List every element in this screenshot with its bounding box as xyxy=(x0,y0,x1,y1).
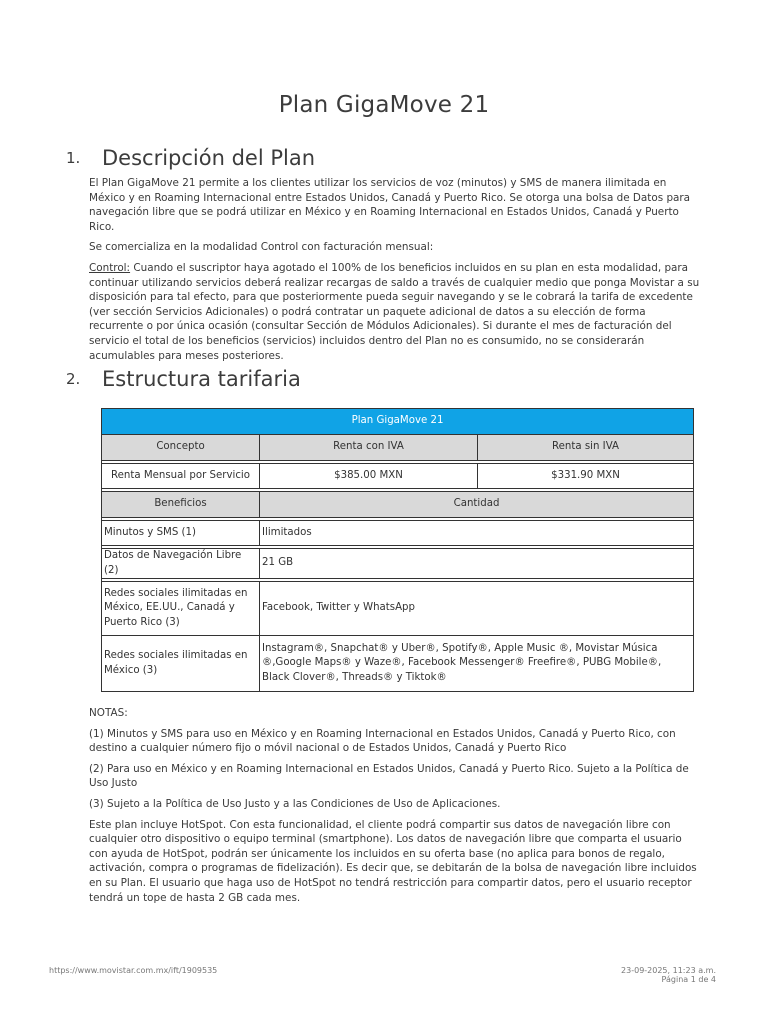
document-title: Plan GigaMove 21 xyxy=(278,92,490,118)
control-label: Control: xyxy=(89,261,131,274)
control-paragraph xyxy=(89,261,703,363)
table-row xyxy=(102,582,694,636)
price-concept: Renta Mensual por Servicio xyxy=(102,464,260,489)
benefit-name: Datos de Navegación Libre (2) xyxy=(102,549,260,579)
description-body xyxy=(89,176,703,369)
footer-datetime: 23-09-2025, 11:23 a.m. xyxy=(621,966,716,975)
benefit-name: Redes sociales ilimitadas en México, EE.UU., Canadá y Puerto Rico (3) xyxy=(102,582,260,636)
table-row xyxy=(102,549,694,579)
note-1: (1) Minutos y SMS para uso en México y en Roaming Internacional en Estados Unidos, Canadá y Puerto Rico, con destino a cualquier número fijo o móvil nacional o de Estados Unidos, Canadá y Puerto Rico xyxy=(89,727,676,755)
description-paragraph: El Plan GigaMove 21 permite a los clientes utilizar los servicios de voz (minutos) y SMS de manera ilimitada en México y en Roaming Internacional entre Estados Unidos, Canadá y Puerto Rico. Se otorga una bolsa de Datos para navegación libre que se podrá utilizar en México y en Roaming Internacional en Estados Unidos, Canadá y Puerto Rico. xyxy=(89,177,691,233)
price-row xyxy=(102,464,694,489)
section-title: Descripción del Plan xyxy=(102,146,316,170)
section-title: Estructura tarifaria xyxy=(102,367,301,391)
table-row xyxy=(102,636,694,692)
notes-heading: NOTAS: xyxy=(89,707,128,719)
benefit-name: Redes sociales ilimitadas en México (3) xyxy=(102,636,260,692)
table-row xyxy=(102,521,694,546)
benefit-value: Ilimitados xyxy=(260,521,694,546)
column-header: Renta con IVA xyxy=(260,435,478,461)
benefit-value: Instagram®, Snapchat® y Uber®, Spotify®, Apple Music ®, Movistar Música ®,Google Maps® y Waze®, Facebook Messenger® Freefire®, PUBG Mobile®, Black Clover®, Threads® y Tiktok® xyxy=(260,636,694,692)
column-header: Cantidad xyxy=(260,492,694,518)
benefit-name: Minutos y SMS (1) xyxy=(102,521,260,546)
benefit-value: 21 GB xyxy=(260,549,694,579)
tariff-table xyxy=(101,408,694,692)
benefit-value: Facebook, Twitter y WhatsApp xyxy=(260,582,694,636)
footer-meta xyxy=(621,966,716,984)
column-header: Beneficios xyxy=(102,492,260,518)
hotspot-paragraph: Este plan incluye HotSpot. Con esta funcionalidad, el cliente podrá compartir sus datos de navegación libre con cualquier otro dispositivo o equipo terminal (smartphone). Los datos de navegación libre que comparta el usuario con ayuda de HotSpot, podrán ser únicamente los incluidos en su oferta base (no aplica para bonos de regalo, activación, compra o programas de fidelización). Es decir que, se debitarán de la bolsa de navegación libre incluidos en su Plan. El usuario que haga uso de HotSpot no tendrá restricción para compartir datos, pero el usuario receptor tendrá un tope de hasta 2 GB cada mes. xyxy=(89,818,697,904)
table-title-row xyxy=(102,409,694,435)
note-2: (2) Para uso en México y en Roaming Internacional en Estados Unidos, Canadá y Puerto Rico. Sujeto a la Política de Uso Justo xyxy=(89,762,689,790)
section-number: 1. xyxy=(66,149,81,167)
price-without-iva: $331.90 MXN xyxy=(478,464,694,489)
column-header: Renta sin IVA xyxy=(478,435,694,461)
price-with-iva: $385.00 MXN xyxy=(260,464,478,489)
benefits-header-row xyxy=(102,492,694,518)
table-header-row xyxy=(102,435,694,461)
footer-url: https://www.movistar.com.mx/ift/1909535 xyxy=(49,966,218,975)
section-number: 2. xyxy=(66,370,81,388)
control-text: Cuando el suscriptor haya agotado el 100% de los beneficios incluidos en su plan en esta modalidad, para continuar utilizando servicios deberá realizar recargas de saldo a través de cualquier medio que ponga Movistar a su disposición para tal efecto, para que posteriormente pueda seguir navegando y se le cobrará la tarifa de excedente (ver sección Servicios Adicionales) o podrá contratar un paquete adicional de datos a su elección de forma recurrente o por única ocasión (consultar Sección de Módulos Adicionales). Si durante el mes de facturación del servicio el total de los beneficios (servicios) incluidos dentro del Plan no es consumido, no se considerarán acumulables para meses posteriores. xyxy=(89,261,700,362)
table-title: Plan GigaMove 21 xyxy=(102,409,694,435)
note-3: (3) Sujeto a la Política de Uso Justo y a las Condiciones de Uso de Aplicaciones. xyxy=(89,797,501,810)
footer-page-number: Página 1 de 4 xyxy=(661,975,716,984)
modality-paragraph: Se comercializa en la modalidad Control con facturación mensual: xyxy=(89,241,434,254)
section-heading-description xyxy=(66,145,315,170)
notes-section xyxy=(89,706,703,911)
column-header: Concepto xyxy=(102,435,260,461)
section-heading-tariff xyxy=(66,366,301,391)
